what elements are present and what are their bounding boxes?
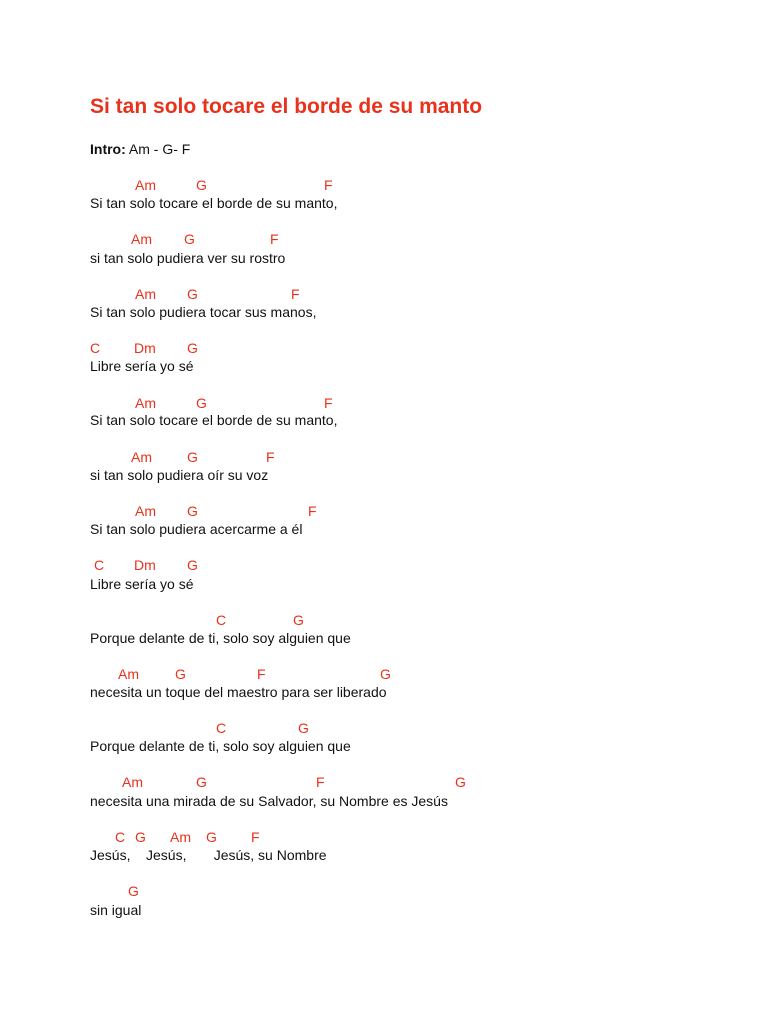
chord-dm: Dm: [134, 557, 156, 573]
lyric-line-14: sin igual: [90, 902, 142, 918]
chord-g: G: [184, 231, 195, 247]
lyric-line-3: Si tan solo pudiera tocar sus manos,: [90, 304, 317, 320]
chord-g: G: [187, 286, 198, 302]
chord-g: G: [175, 666, 186, 682]
chord-c: C: [115, 829, 126, 845]
chord-c: C: [216, 612, 227, 628]
chord-am: Am: [135, 286, 156, 302]
chord-f: F: [308, 503, 317, 519]
lyric-line-12: necesita una mirada de su Salvador, su Nombre es Jesús: [90, 793, 448, 809]
chord-am: Am: [131, 449, 152, 465]
chord-g: G: [196, 774, 207, 790]
chord-c: C: [90, 340, 101, 356]
lyric-line-11: Porque delante de ti, solo soy alguien que: [90, 738, 351, 754]
chord-f: F: [251, 829, 260, 845]
lyric-line-2: si tan solo pudiera ver su rostro: [90, 250, 286, 266]
chord-am: Am: [135, 503, 156, 519]
chord-g: G: [298, 720, 309, 736]
lyric-line-6: si tan solo pudiera oír su voz: [90, 467, 269, 483]
chord-g: G: [455, 774, 466, 790]
chord-c: C: [216, 720, 227, 736]
chord-g: G: [187, 557, 198, 573]
chord-f: F: [324, 177, 333, 193]
chord-g: G: [196, 395, 207, 411]
chord-dm: Dm: [134, 340, 156, 356]
chord-f: F: [266, 449, 275, 465]
lyric-line-10: necesita un toque del maestro para ser liberado: [90, 684, 387, 700]
chord-am: Am: [135, 177, 156, 193]
chord-g: G: [293, 612, 304, 628]
lyric-line-5: Si tan solo tocare el borde de su manto,: [90, 412, 338, 428]
chord-g: G: [380, 666, 391, 682]
chord-g: G: [187, 503, 198, 519]
lyric-line-4: Libre sería yo sé: [90, 358, 194, 374]
chord-g: G: [206, 829, 217, 845]
chord-f: F: [257, 666, 266, 682]
chord-g: G: [196, 177, 207, 193]
lyric-line-7: Si tan solo pudiera acercarme a él: [90, 521, 303, 537]
lyric-line-13: Jesús, Jesús, Jesús, su Nombre: [90, 847, 327, 863]
lyric-line-9: Porque delante de ti, solo soy alguien que: [90, 630, 351, 646]
chord-f: F: [270, 231, 279, 247]
lyric-line-1: Si tan solo tocare el borde de su manto,: [90, 195, 338, 211]
chord-g: G: [187, 449, 198, 465]
chord-c: C: [94, 557, 105, 573]
chord-g: G: [187, 340, 198, 356]
intro-label: Intro:: [90, 141, 126, 157]
intro-line: [90, 141, 190, 157]
chord-am: Am: [118, 666, 139, 682]
chord-am: Am: [135, 395, 156, 411]
chord-am: Am: [170, 829, 191, 845]
chord-f: F: [291, 286, 300, 302]
chord-f: F: [324, 395, 333, 411]
lyric-line-8: Libre sería yo sé: [90, 576, 194, 592]
chord-am: Am: [122, 774, 143, 790]
chord-f: F: [316, 774, 325, 790]
intro-chords: Am - G- F: [128, 141, 191, 157]
song-title: Si tan solo tocare el borde de su manto: [90, 95, 483, 118]
chord-am: Am: [131, 231, 152, 247]
chord-g: G: [128, 883, 139, 899]
chord-g: G: [135, 829, 146, 845]
